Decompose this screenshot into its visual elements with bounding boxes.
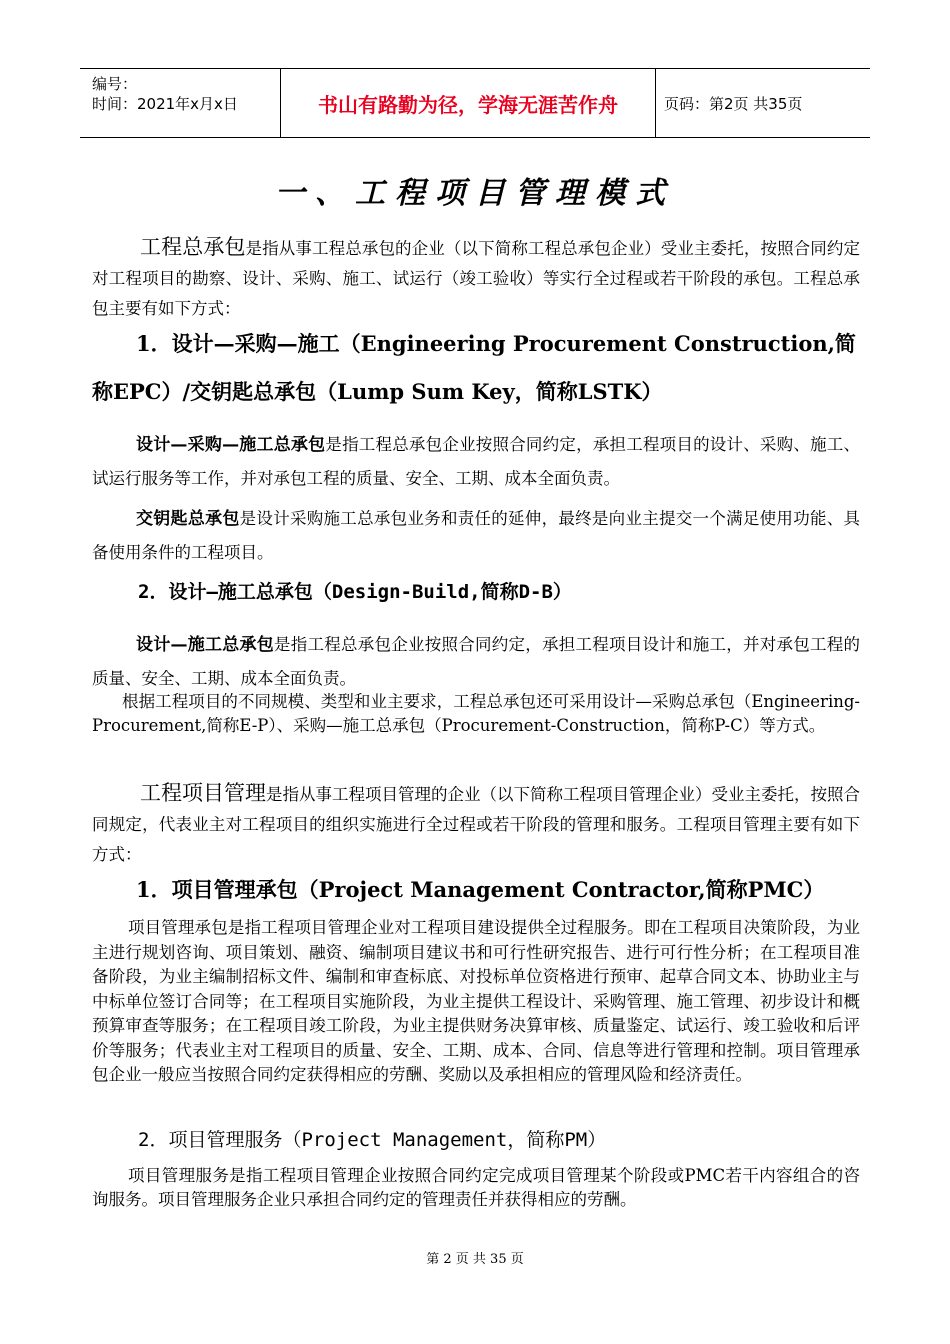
paragraph-1 [92,232,860,324]
paragraph-6 [92,778,860,870]
motto-text: 书山有路勤为径，学海无涯苦作舟 [318,92,618,117]
paragraph-4-text: 是指工程总承包企业按照合同约定，承担工程项目设计和施工，并对承包工程的质量、安全、工期、成本全面负责。 [92,635,860,688]
paragraph-3-text: 是设计采购施工总承包业务和责任的延伸，最终是向业主提交一个满足使用功能、具备使用条件的工程项目。 [92,509,861,562]
page-label: 页码：第2页 共35页 [664,94,803,113]
paragraph-2 [92,428,860,496]
heading-pm: 2．项目管理服务（Project Management，简称PM） [138,1129,607,1151]
paragraph-7: 项目管理承包是指工程项目管理企业对工程项目建设提供全过程服务。即在工程项目决策阶段，为业主进行规划咨询、项目策划、融资、编制项目建议书和可行性研究报告、进行可行性分析；在工程项目准备阶段，为业主编制招标文件、编制和审查标底、对投标单位资格进行预审、起草合同文本、协助业主与中标单位签订合同等；在工程项目实施阶段，为业主提供工程设计、采购管理、施工管理、初步设计和概预算审查等服务；在工程项目竣工阶段，为业主提供财务决算审核、质量鉴定、试运行、竣工验收和后评价等服务；代表业主对工程项目的质量、安全、工期、成本、合同、信息等进行管理和控制。项目管理承包企业一般应当按照合同约定获得相应的劳酬、奖励以及承担相应的管理风险和经济责任。 [92,918,860,1084]
paragraph-8: 项目管理服务是指工程项目管理企业按照合同约定完成项目管理某个阶段或PMC若干内容组合的咨询服务。项目管理服务企业只承担合同约定的管理责任并获得相应的劳酬。 [92,1166,860,1209]
motto-cell [280,69,656,137]
heading-design-build: 2．设计—施工总承包（Design-Build,简称D-B） [138,581,572,603]
paragraph-3 [92,502,860,570]
header-table [80,68,870,138]
paragraph-4-lead: 设计—施工总承包 [136,635,274,655]
header-info-cell [80,69,280,137]
paragraph-3-lead: 交钥匙总承包 [136,509,240,529]
paragraph-5: 根据工程项目的不同规模、类型和业主要求，工程总承包还可采用设计—采购总承包（Engineering-Procurement,简称E-P）、采购—施工总承包（Procurement-Construction，简称P-C）等方式。 [92,692,860,735]
paragraph-4 [92,628,860,696]
paragraph-1-text: 是指从事工程总承包的企业（以下简称工程总承包企业）受业主委托，按照合同约定对工程项目的勘察、设计、采购、施工、试运行（竣工验收）等实行全过程或若干阶段的承包。工程总承包主要有如下方式： [92,239,861,318]
paragraph-6-text: 是指从事工程项目管理的企业（以下简称工程项目管理企业）受业主委托，按照合同规定，代表业主对工程项目的组织实施进行全过程或若干阶段的管理和服务。工程项目管理主要有如下方式： [92,785,860,864]
page-label-cell [656,69,878,137]
paragraph-1-lead: 工程总承包 [140,235,246,259]
paragraph-2-text: 是指工程总承包企业按照合同约定，承担工程项目的设计、采购、施工、试运行服务等工作，并对承包工程的质量、安全、工期、成本全面负责。 [92,435,861,488]
page-title: 一、工程项目管理模式 [275,176,675,211]
page-footer: 第 2 页 共 35 页 [426,1252,524,1267]
heading-pmc: 1．项目管理承包（Project Management Contractor,简称PMC） [136,877,825,902]
heading-epc: 1．设计—采购—施工（Engineering Procurement Construction,简称EPC）/交钥匙总承包（Lump Sum Key，简称LSTK） [92,331,856,404]
date-label: 时间：2021年x月x日 [92,95,238,113]
number-label: 编号： [92,75,138,93]
paragraph-6-lead: 工程项目管理 [140,781,266,805]
paragraph-2-lead: 设计—采购—施工总承包 [136,435,326,455]
